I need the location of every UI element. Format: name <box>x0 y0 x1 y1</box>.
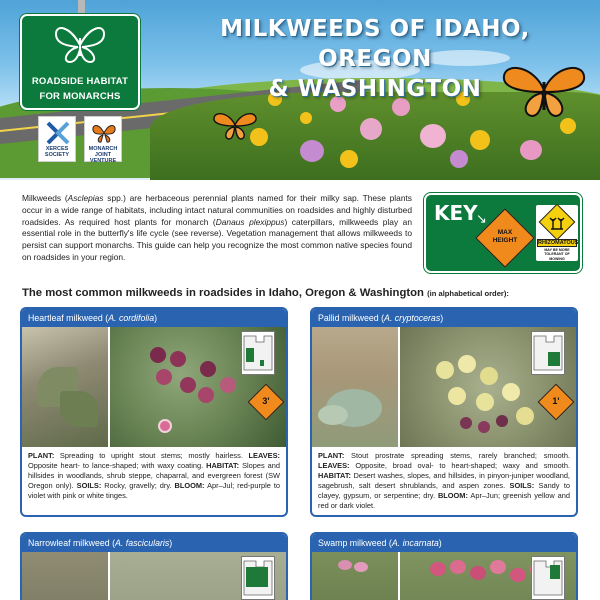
flower <box>360 118 382 140</box>
monarch-butterfly-illustration <box>500 62 588 122</box>
plant-label: PLANT: <box>318 451 345 460</box>
butterfly-icon <box>52 22 108 68</box>
common-name: Pallid milkweed ( <box>318 313 384 323</box>
habitat-label: HABITAT: <box>206 461 240 471</box>
card-description <box>312 447 576 516</box>
card-title <box>312 309 576 327</box>
bloom-label: BLOOM: <box>437 491 468 501</box>
flower <box>300 112 312 124</box>
title-close: ) <box>440 313 444 323</box>
species-card-heartleaf <box>20 307 288 517</box>
species-card-pallid <box>310 307 578 517</box>
leaves-label: LEAVES: <box>248 451 280 460</box>
bloom-text: Apr–Jul; red-purple to violet with pink or white tinges. <box>28 481 280 501</box>
rhizomatous-label: RHIZOMATOUS <box>538 240 579 246</box>
card-photos <box>312 552 576 600</box>
intro-paragraph <box>22 193 412 264</box>
plant-photo-habit <box>312 552 398 600</box>
flower <box>300 140 324 162</box>
habitat-text: Desert washes, slopes, and hillsides, in pinyon-juniper woodland, sagebrush, salt desert shrublands, and aspen zones. <box>318 471 570 491</box>
scientific-name: A. incarnata <box>391 538 439 548</box>
intro-genus: Asclepias <box>67 193 104 203</box>
header-banner <box>0 0 600 180</box>
soils-label: SOILS: <box>509 481 535 491</box>
key-sign <box>424 193 582 273</box>
plant-label: PLANT: <box>28 451 55 460</box>
title-line-2: & WASHINGTON <box>268 76 482 102</box>
rhizome-plant-icon <box>549 213 565 231</box>
species-card-swamp <box>310 532 578 600</box>
flower <box>340 150 358 168</box>
habitat-label: HABITAT: <box>318 471 351 481</box>
soils-text: Rocky, gravelly; dry. <box>101 481 175 491</box>
monarch-jv-logo <box>84 116 122 162</box>
monarch-butterfly-small-illustration <box>212 110 258 142</box>
range-map-graphic <box>242 557 274 599</box>
card-photos <box>22 552 286 600</box>
title-close: ) <box>154 313 158 323</box>
title-close: ) <box>169 538 173 548</box>
intro-text-3: ) caterpillars, milkweeds play an essential role in the butterfly's life cycle (see reverse). Vegetation management that allows milkweeds to persist can support monarchs. This guide can help you recognize the most common native species found on roadsides in your region. <box>22 216 412 262</box>
arrow-down-right-icon: ↘ <box>476 211 487 226</box>
intro-text-2: spp.) are herbaceous perennial plants named for their milky sap. These plants occur in a wide range of habitats, including intact natural communities on roadsides and highly disturbed roadsides. As required host plants for monarch ( <box>22 193 412 227</box>
range-map-graphic <box>532 332 564 374</box>
roadside-habitat-sign <box>20 14 140 110</box>
max-height-value: 3' <box>262 396 270 406</box>
key-title: KEY <box>434 201 478 225</box>
range-map-swamp <box>531 556 565 600</box>
card-description <box>22 447 286 505</box>
xerces-logo <box>38 116 76 162</box>
monarch-logo-icon <box>91 121 117 145</box>
flower <box>420 124 446 148</box>
leaves-label: LEAVES: <box>318 461 350 471</box>
sign-line-2: FOR MONARCHS <box>39 91 121 102</box>
bloom-text: Apr–Jun; greenish yellow and red or dark violet. <box>318 491 571 511</box>
soils-label: SOILS: <box>76 481 102 491</box>
flower <box>450 150 468 168</box>
card-photos <box>312 327 576 447</box>
bloom-label: BLOOM: <box>174 481 205 491</box>
sign-line-1: ROADSIDE HABITAT <box>31 76 129 87</box>
leaves-text: Opposite, broad oval- to heart-shaped; waxy and smooth. <box>349 461 570 471</box>
habitat-text: Slopes and hillsides in woodlands, shrub steppe, chaparral, and evergreen forest (SW Oregon only). <box>28 461 280 491</box>
xerces-logo-text: XERCES SOCIETY <box>44 146 70 158</box>
max-height-line-2: HEIGHT <box>492 237 518 244</box>
plant-photo-habit <box>22 552 108 600</box>
plant-text: Spreading to upright stout stems; mostly hairless. <box>54 451 249 460</box>
intro-text-1: Milkweeds ( <box>22 193 68 203</box>
species-card-narrowleaf <box>20 532 288 600</box>
range-map-heartleaf <box>241 331 275 375</box>
card-photos <box>22 327 286 447</box>
range-map-narrowleaf <box>241 556 275 600</box>
flower <box>520 140 542 160</box>
rhizomatous-sublabel: MAY BE MORE TOLERANT OF MOWING <box>544 248 570 261</box>
common-name: Swamp milkweed ( <box>318 538 392 548</box>
plant-text: Stout prostrate spreading stems, rarely branched; smooth. <box>344 451 570 460</box>
title-close: ) <box>438 538 442 548</box>
monarch-jv-logo-text: MONARCH JOINT VENTURE <box>88 146 118 164</box>
section-subheading: (in alphabetical order): <box>427 289 509 298</box>
common-name: Heartleaf milkweed ( <box>28 313 109 323</box>
title-line-1: MILKWEEDS OF IDAHO, OREGON <box>220 16 530 72</box>
scientific-name: A. cryptoceras <box>384 313 441 323</box>
soils-text: Sandy to clayey, gypsum, or serpentine; dry. <box>318 481 570 501</box>
range-map-pallid <box>531 331 565 375</box>
section-heading-text: The most common milkweeds in roadsides in Idaho, Oregon & Washington <box>22 287 424 299</box>
card-title <box>22 309 286 327</box>
plant-photo-habit <box>22 327 108 447</box>
scientific-name: A. fascicularis <box>115 538 170 548</box>
range-map-graphic <box>242 332 274 374</box>
max-height-label <box>484 229 526 245</box>
common-name: Narrowleaf milkweed ( <box>28 538 116 548</box>
scientific-name: A. cordifolia <box>108 313 155 323</box>
leaves-text: Opposite heart- to lance-shaped; with waxy coating. <box>28 461 207 471</box>
card-title <box>22 534 286 552</box>
xerces-x-icon <box>45 121 71 145</box>
page-title <box>210 14 540 104</box>
section-heading <box>22 287 509 299</box>
max-height-line-1: MAX <box>497 229 513 236</box>
plant-photo-habit <box>312 327 398 447</box>
max-height-value: 1' <box>552 396 560 406</box>
flower <box>470 130 490 150</box>
intro-species: Danaus plexippus <box>215 216 285 227</box>
range-map-graphic <box>532 557 564 599</box>
card-title <box>312 534 576 552</box>
